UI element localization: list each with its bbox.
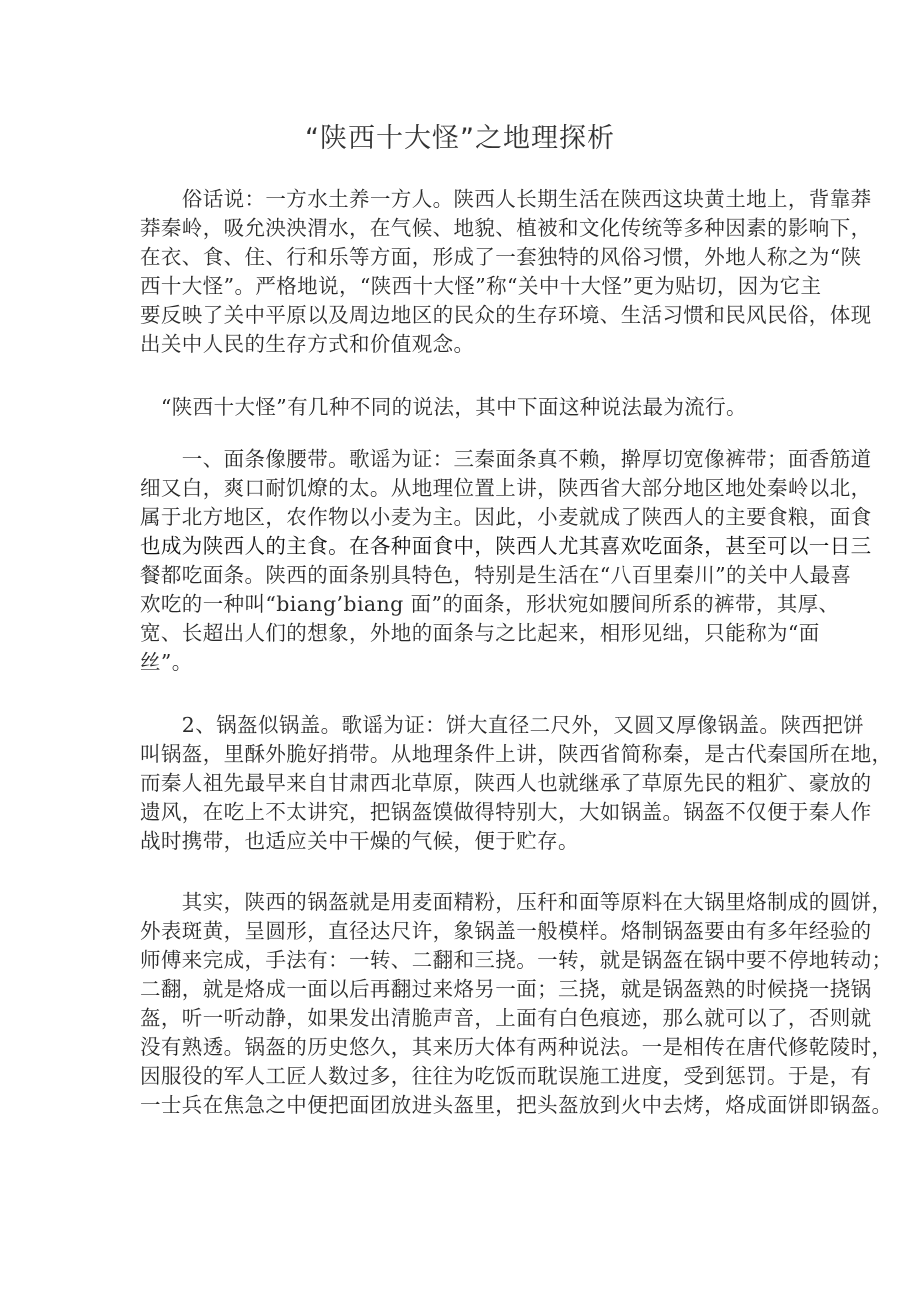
- text-line: 属于北方地区，农作物以小麦为主。因此，小麦就成了陕西人的主要食粮，面食: [140, 505, 872, 529]
- document-title: “陕西十大怪”之地理探析: [305, 123, 615, 154]
- text-line: 叫锅盔，里酥外脆好捎带。从地理条件上讲，陕西省简称秦，是古代秦国所在地，: [140, 742, 893, 766]
- text-line: 盔，听一听动静，如果发出清脆声音，上面有白色痕迹，那么就可以了，否则就: [140, 1006, 872, 1030]
- text-line: 遗风，在吃上不太讲究，把锅盔馍做得特别大，大如锅盖。锅盔不仅便于秦人作: [140, 800, 872, 824]
- text-line: 宽、长超出人们的想象，外地的面条与之比起来，相形见绌，只能称为“面: [140, 621, 820, 645]
- text-line: 战时携带，也适应关中干燥的气候，便于贮存。: [140, 829, 579, 853]
- text-line: 2、锅盔似锅盖。歌谣为证：饼大直径二尺外，又圆又厚像锅盖。陕西把饼: [140, 713, 865, 737]
- paragraph-guokui: [140, 711, 893, 856]
- text-line: 莽秦岭，吸允泱泱渭水，在气候、地貌、植被和文化传统等多种因素的影响下，: [140, 216, 872, 240]
- text-line: 而秦人祖先最早来自甘肃西北草原，陕西人也就继承了草原先民的粗犷、豪放的: [140, 771, 872, 795]
- paragraph-noodles: [140, 445, 872, 677]
- text-line: 外表斑黄，呈圆形，直径达尺许，象锅盖一般模样。烙制锅盔要由有多年经验的: [140, 919, 872, 943]
- text-line: 丝”。: [140, 650, 193, 674]
- paragraph-intro: [140, 185, 872, 359]
- text-line: 欢吃的一种叫“biang’biang 面”的面条，形状宛如腰间所系的裤带，其厚、: [140, 592, 840, 616]
- text-line: “陕西十大怪”有几种不同的说法，其中下面这种说法最为流行。: [140, 395, 747, 419]
- text-line: 细又白，爽口耐饥燎的太。从地理位置上讲，陕西省大部分地区地处秦岭以北，: [140, 476, 872, 500]
- text-line: 其实，陕西的锅盔就是用麦面精粉，压秆和面等原料在大锅里烙制成的圆饼，: [140, 890, 893, 914]
- text-line: 俗话说：一方水土养一方人。陕西人长期生活在陕西这块黄土地上，背靠莽: [140, 187, 872, 211]
- text-line: 西十大怪”。严格地说，“陕西十大怪”称“关中十大怪”更为贴切，因为它主: [140, 274, 822, 298]
- text-line: 一、面条像腰带。歌谣为证：三秦面条真不赖，擀厚切宽像裤带；面香筋道: [140, 447, 872, 471]
- text-line: 也成为陕西人的主食。在各种面食中，陕西人尤其喜欢吃面条，甚至可以一日三: [140, 534, 872, 558]
- text-line: 一士兵在焦急之中便把面团放进头盔里，把头盔放到火中去烤，烙成面饼即锅盔。: [140, 1093, 893, 1117]
- text-line: 师傅来完成，手法有：一转、二翻和三挠。一转，就是锅盔在锅中要不停地转动；: [140, 948, 893, 972]
- text-line: 在衣、食、住、行和乐等方面，形成了一套独特的风俗习惯，外地人称之为“陕: [140, 245, 862, 269]
- paragraph-versions: [140, 393, 800, 422]
- text-line: 要反映了关中平原以及周边地区的民众的生存环境、生活习惯和民风民俗，体现: [140, 303, 872, 327]
- paragraph-guokui-detail: [140, 888, 893, 1120]
- text-line: 餐都吃面条。陕西的面条别具特色，特别是生活在“八百里秦川”的关中人最喜: [140, 563, 852, 587]
- text-line: 出关中人民的生存方式和价值观念。: [140, 332, 475, 356]
- text-line: 因服役的军人工匠人数过多，往往为吃饭而耽误施工进度，受到惩罚。于是，有: [140, 1064, 872, 1088]
- text-line: 二翻，就是烙成一面以后再翻过来烙另一面；三挠，就是锅盔熟的时候挠一挠锅: [140, 977, 872, 1001]
- text-line: 没有熟透。锅盔的历史悠久，其来历大体有两种说法。一是相传在唐代修乾陵时，: [140, 1035, 893, 1059]
